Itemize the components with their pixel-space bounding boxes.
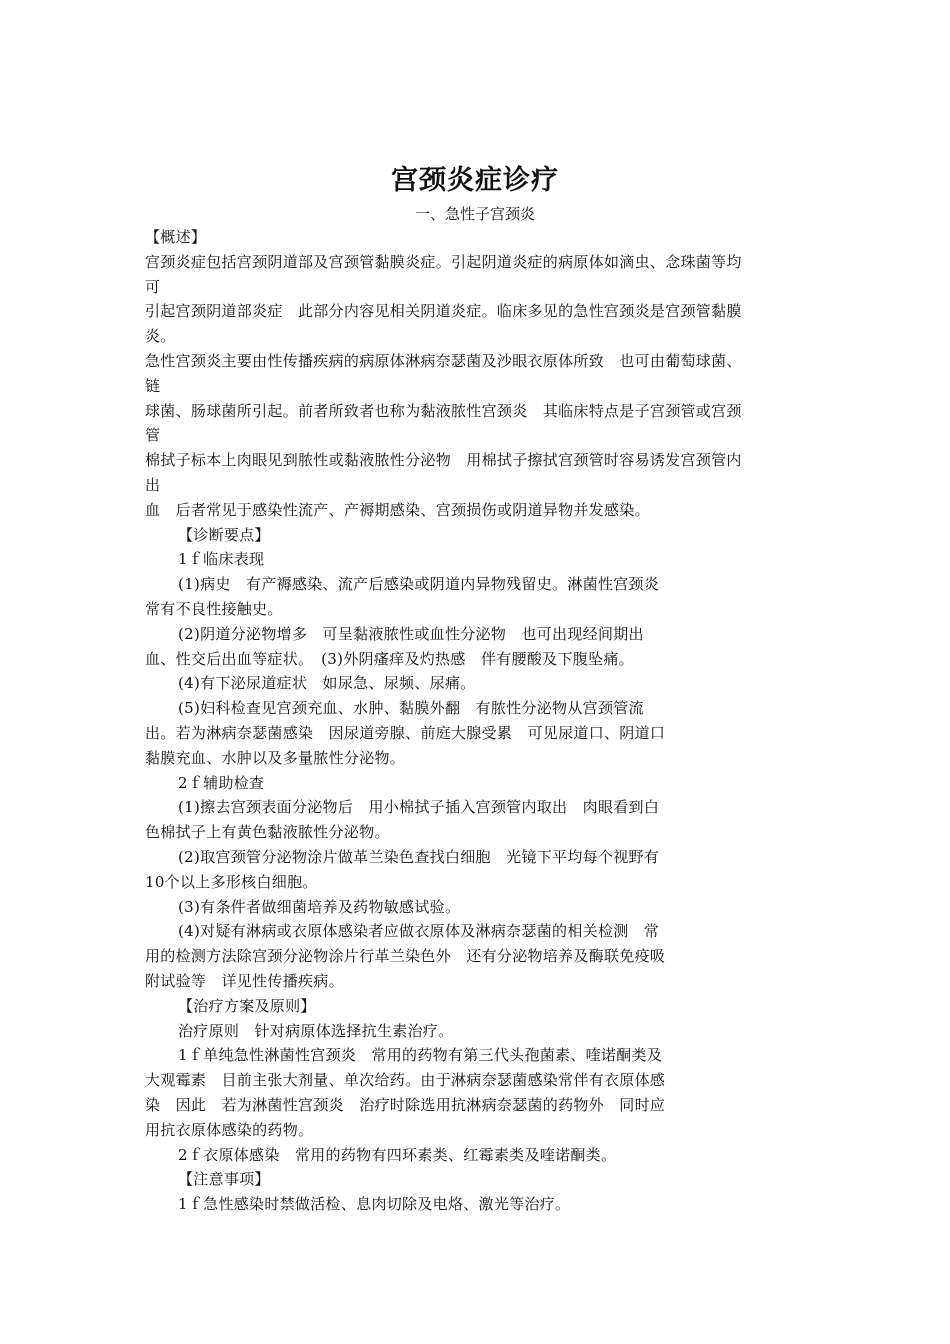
text-line: 链 <box>145 376 161 395</box>
text-line: 治疗原则 针对病原体选择抗生素治疗。 <box>178 1021 454 1040</box>
text-line: 10个以上多形核白细胞。 <box>145 872 318 891</box>
text-line: (2)阴道分泌物增多 可呈黏液脓性或血性分泌物 也可出现经间期出 <box>178 624 644 643</box>
text-line: 1ｆ临床表现 <box>178 550 265 569</box>
text-line: 染 因此 若为淋菌性宫颈炎 治疗时除选用抗淋病奈瑟菌的药物外 同时应 <box>145 1096 666 1114</box>
text-line: 【概述】 <box>145 228 207 246</box>
text-line: 出 <box>145 476 161 494</box>
text-line: (1)擦去宫颈表面分泌物后 用小棉拭子插入宫颈管内取出 肉眼看到白 <box>178 798 660 817</box>
text-line: 1ｆ单纯急性淋菌性宫颈炎 常用的药物有第三代头孢菌素、喹诺酮类及 <box>178 1046 663 1065</box>
text-line: 常有不良性接触史。 <box>145 600 283 618</box>
text-line: 2ｆ辅助检查 <box>178 773 265 792</box>
text-line: (1)病史 有产褥感染、流产后感染或阴道内异物残留史。淋菌性宫颈炎 <box>178 575 660 594</box>
text-line: 【注意事项】 <box>178 1170 270 1189</box>
text-line: (4)有下泌尿道症状 如尿急、尿频、尿痛。 <box>178 674 476 693</box>
text-line: 【治疗方案及原则】 <box>178 996 316 1015</box>
text-line: 宫颈炎症包括宫颈阴道部及宫颈管黏膜炎症。引起阴道炎症的病原体如滴虫、念珠菌等均 <box>145 252 742 271</box>
text-line: 【诊断要点】 <box>178 525 270 544</box>
text-line: 1ｆ急性感染时禁做活检、息肉切除及电烙、激光等治疗。 <box>178 1195 571 1214</box>
text-line: (5)妇科检查见宫颈充血、水肿、黏膜外翻 有脓性分泌物从宫颈管流 <box>178 699 644 718</box>
text-line: 炎。 <box>145 327 176 346</box>
text-line: (2)取宫颈管分泌物涂片做革兰染色查找白细胞 光镜下平均每个视野有 <box>178 848 660 866</box>
text-line: 黏膜充血、水肿以及多量脓性分泌物。 <box>145 748 406 767</box>
text-line: 可 <box>145 277 161 296</box>
text-line: 球菌、肠球菌所引起。前者所致者也称为黏液脓性宫颈炎 其临床特点是子宫颈管或宫颈 <box>145 401 742 420</box>
text-line: 管 <box>145 426 161 445</box>
text-line: (4)对疑有淋病或衣原体感染者应做衣原体及淋病奈瑟菌的相关检测 常 <box>178 922 660 941</box>
text-line: 大观霉素 目前主张大剂量、单次给药。由于淋病奈瑟菌感染常伴有衣原体感 <box>145 1071 666 1090</box>
text-line: 血、性交后出血等症状。 (3)外阴瘙痒及灼热感 伴有腰酸及下腹坠痛。 <box>145 649 634 668</box>
text-line: 出。若为淋病奈瑟菌感染 因尿道旁腺、前庭大腺受累 可见尿道口、阴道口 <box>145 724 666 742</box>
text-line: 附试验等 详见性传播疾病。 <box>145 972 344 990</box>
text-line: 2ｆ衣原体感染 常用的药物有四环素类、红霉素类及喹诺酮类。 <box>178 1145 617 1164</box>
section-heading: 一、急性子宫颈炎 <box>414 205 535 223</box>
text-line: 血 后者常见于感染性流产、产褥期感染、宫颈损伤或阴道异物并发感染。 <box>145 500 650 519</box>
text-line: 引起宫颈阴道部炎症 此部分内容见相关阴道炎症。临床多见的急性宫颈炎是宫颈管黏膜 <box>145 302 742 321</box>
text-line: 急性宫颈炎主要由性传播疾病的病原体淋病奈瑟菌及沙眼衣原体所致 也可由葡萄球菌、 <box>145 352 742 370</box>
text-line: 用的检测方法除宫颈分泌物涂片行革兰染色外 还有分泌物培养及酶联免疫吸 <box>145 947 666 966</box>
text-line: (3)有条件者做细菌培养及药物敏感试验。 <box>178 897 461 916</box>
text-line: 色棉拭子上有黄色黏液脓性分泌物。 <box>145 823 390 842</box>
text-line: 用抗衣原体感染的药物。 <box>145 1120 314 1139</box>
document-title: 宫颈炎症诊疗 <box>391 165 559 196</box>
text-line: 棉拭子标本上肉眼见到脓性或黏液脓性分泌物 用棉拭子擦拭宫颈管时容易诱发宫颈管内 <box>145 451 742 470</box>
